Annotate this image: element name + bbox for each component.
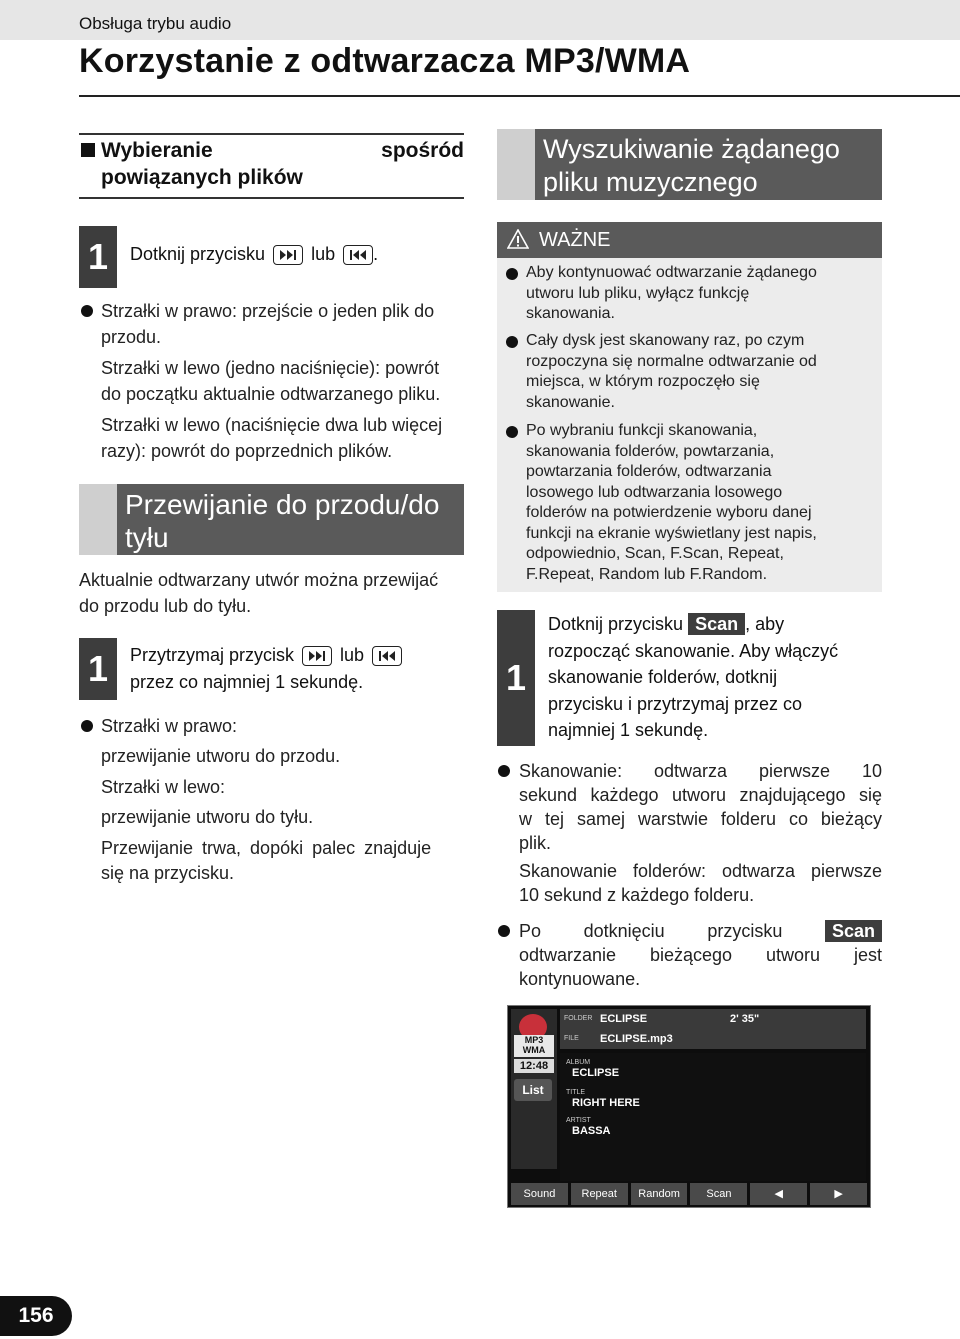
bullet-icon [506, 336, 518, 348]
sound-button[interactable]: Sound [511, 1183, 568, 1205]
notice-label: WAŻNE [539, 229, 611, 251]
random-button[interactable]: Random [631, 1183, 688, 1205]
text-line: najmniej 1 sekundę. [548, 720, 709, 740]
heading-text: Przewijanie do przodu/do tyłu [125, 489, 440, 553]
text-line: Aktualnie odtwarzany utwór można przewijać [79, 570, 439, 590]
previous-track-icon [372, 646, 402, 666]
text-line: F.Repeat, Random lub F.Random. [526, 565, 768, 583]
text-line: odtwarzanie bieżącego utworu jest [519, 945, 882, 965]
text-line: 10 sekund z każdego folderu. [519, 885, 755, 905]
track-title: RIGHT HERE [572, 1097, 640, 1109]
scan-button-glyph: Scan [825, 920, 882, 942]
text-line: Strzałki w prawo: [101, 716, 238, 736]
field-label: FOLDER [564, 1015, 593, 1022]
text-line: się na przycisku. [101, 863, 235, 883]
text-line: skanowania. [526, 305, 615, 322]
subheading-text: powiązanych plików [101, 166, 303, 189]
field-label: ALBUM [566, 1059, 591, 1066]
elapsed-time: 2' 35" [730, 1013, 760, 1025]
step-number: 1 [79, 226, 117, 288]
text-line: Skanowanie: odtwarza pierwsze 10 [519, 761, 882, 781]
screen-button-row [511, 1183, 867, 1205]
previous-track-icon [343, 245, 373, 265]
folder-name: ECLIPSE [600, 1013, 648, 1025]
text-line: losowego lub odtwarzania losowego [526, 483, 783, 501]
tag-info [560, 1053, 866, 1181]
notice-item [526, 421, 871, 585]
notice-item [526, 263, 871, 325]
section-heading [497, 129, 882, 200]
step-text [548, 611, 838, 744]
folder-next-button[interactable]: ▶ [810, 1183, 867, 1205]
device-screenshot [507, 1005, 871, 1208]
subhead-rule [79, 133, 464, 135]
square-bullet-icon [81, 143, 95, 157]
step-text [130, 642, 405, 695]
text-line: Przewijanie trwa, dopóki palec znajduje [101, 838, 432, 858]
text-line: kontynuowane. [519, 969, 641, 989]
step-text-part: lub [340, 645, 365, 665]
text-line: razy): powrót do poprzednich plików. [101, 441, 393, 461]
heading-tab [497, 129, 535, 200]
warning-icon [507, 229, 529, 255]
step-number: 1 [497, 610, 535, 746]
bullet-text [519, 759, 882, 907]
text-line: plik. [519, 833, 552, 853]
track-info [560, 1009, 866, 1049]
field-label: TITLE [566, 1089, 586, 1096]
text-line: utworu lub pliku, wyłącz funkcję [526, 284, 750, 302]
notice-header [497, 222, 882, 258]
text-line: powtarzania folderów, odtwarzania [526, 463, 772, 480]
text-line: Strzałki w lewo (naciśnięcie dwa lub więcej [101, 415, 443, 435]
step-text [130, 241, 378, 267]
list-button[interactable]: List [514, 1079, 552, 1101]
clock: 12:48 [514, 1059, 554, 1073]
text-line: skanowania folderów, powtarzania, [526, 442, 775, 460]
notice-box [497, 222, 882, 592]
notice-item [526, 331, 871, 413]
scan-button[interactable]: Scan [690, 1183, 747, 1205]
title-rule [79, 95, 960, 97]
step-text-part: Dotknij przycisku [130, 244, 266, 264]
field-label: FILE [564, 1035, 579, 1042]
intro-text [79, 567, 469, 619]
text-line: funkcji na ekranie wyświetlany jest napis, [526, 524, 817, 542]
text-line: odpowiednio, Scan, F.Scan, Repeat, [526, 545, 784, 562]
text-line: do początku aktualnie odtwarzanego pliku. [101, 384, 441, 404]
text-line: skanowanie folderów, dotknij [548, 667, 778, 687]
subhead-rule [79, 197, 464, 199]
text-line: przewijanie utworu do przodu. [101, 746, 341, 766]
subheading-text: Wybieranie [101, 139, 213, 162]
bullet-text [101, 298, 466, 464]
bullet-icon [506, 426, 518, 438]
text-line: Strzałki w lewo: [101, 777, 226, 797]
text-line: przez co najmniej 1 sekundę. [130, 672, 364, 692]
file-name: ECLIPSE.mp3 [600, 1033, 673, 1045]
scan-button-glyph: Scan [688, 613, 745, 635]
text-line: Strzałki w lewo (jedno naciśnięcie): powrót [101, 358, 440, 378]
text-line: w tej samej warstwie folderu co bieżący [519, 809, 882, 829]
text-line: przodu. [101, 327, 162, 347]
text-line: Strzałki w prawo: przejście o jeden plik do [101, 301, 435, 321]
text-line: rozpocząć skanowanie. Aby włączyć [548, 640, 839, 661]
step-text-part: lub [311, 244, 336, 264]
bullet-icon [498, 765, 510, 777]
text-line: miejsca, w którym rozpoczęło się [526, 373, 760, 390]
step-text-part: Przytrzymaj przycisk [130, 645, 295, 665]
subheading-text: spośród [381, 139, 464, 162]
bullet-text [519, 919, 882, 991]
screen-sidebar [511, 1009, 557, 1169]
text-line: folderów na potwierdzenie wyboru danej [526, 504, 812, 521]
page-number: 156 [0, 1296, 72, 1336]
text-line: Aby kontynuować odtwarzanie żądanego [526, 264, 817, 281]
text-line: do przodu lub do tyłu. [79, 596, 252, 616]
text-line: Po dotknięciu przycisku Scan [519, 919, 882, 943]
page-title: Korzystanie z odtwarzacza MP3/WMA [79, 42, 691, 80]
step-text-part: Dotknij przycisku [548, 614, 684, 634]
repeat-button[interactable]: Repeat [571, 1183, 628, 1205]
folder-prev-button[interactable]: ◀ [750, 1183, 807, 1205]
heading-text: Wyszukiwanie żądanego pliku muzycznego [543, 134, 840, 197]
text-line: Po wybraniu funkcji skanowania, [526, 422, 758, 439]
album-name: ECLIPSE [572, 1067, 620, 1079]
next-track-icon [302, 646, 332, 666]
bullet-icon [498, 925, 510, 937]
text-line: Skanowanie folderów: odtwarza pierwsze [519, 861, 882, 881]
step-text-part: . [373, 244, 379, 264]
text-line: Cały dysk jest skanowany raz, po czym [526, 332, 805, 349]
format-badge: MP3 WMA [514, 1035, 554, 1057]
field-label: ARTIST [566, 1117, 591, 1124]
subheading [79, 137, 464, 193]
bullet-icon [81, 305, 93, 317]
heading-tab [79, 484, 117, 555]
next-track-icon [273, 245, 303, 265]
bullet-text [101, 713, 464, 885]
artist-name: BASSA [572, 1125, 611, 1137]
bullet-icon [506, 268, 518, 280]
text-line: przycisku i przytrzymaj przez co [548, 693, 803, 714]
step-text-part: , aby [745, 614, 785, 634]
section-label: Obsługa trybu audio [79, 14, 232, 33]
step-number: 1 [79, 638, 117, 700]
text-line: sekund każdego utworu znajdującego się [519, 785, 882, 805]
bullet-icon [81, 720, 93, 732]
section-heading [79, 484, 464, 555]
text-line: skanowanie. [526, 393, 615, 411]
text-line: rozpoczyna się normalne odtwarzanie od [526, 352, 817, 370]
text-line: przewijanie utworu do tyłu. [101, 807, 314, 827]
